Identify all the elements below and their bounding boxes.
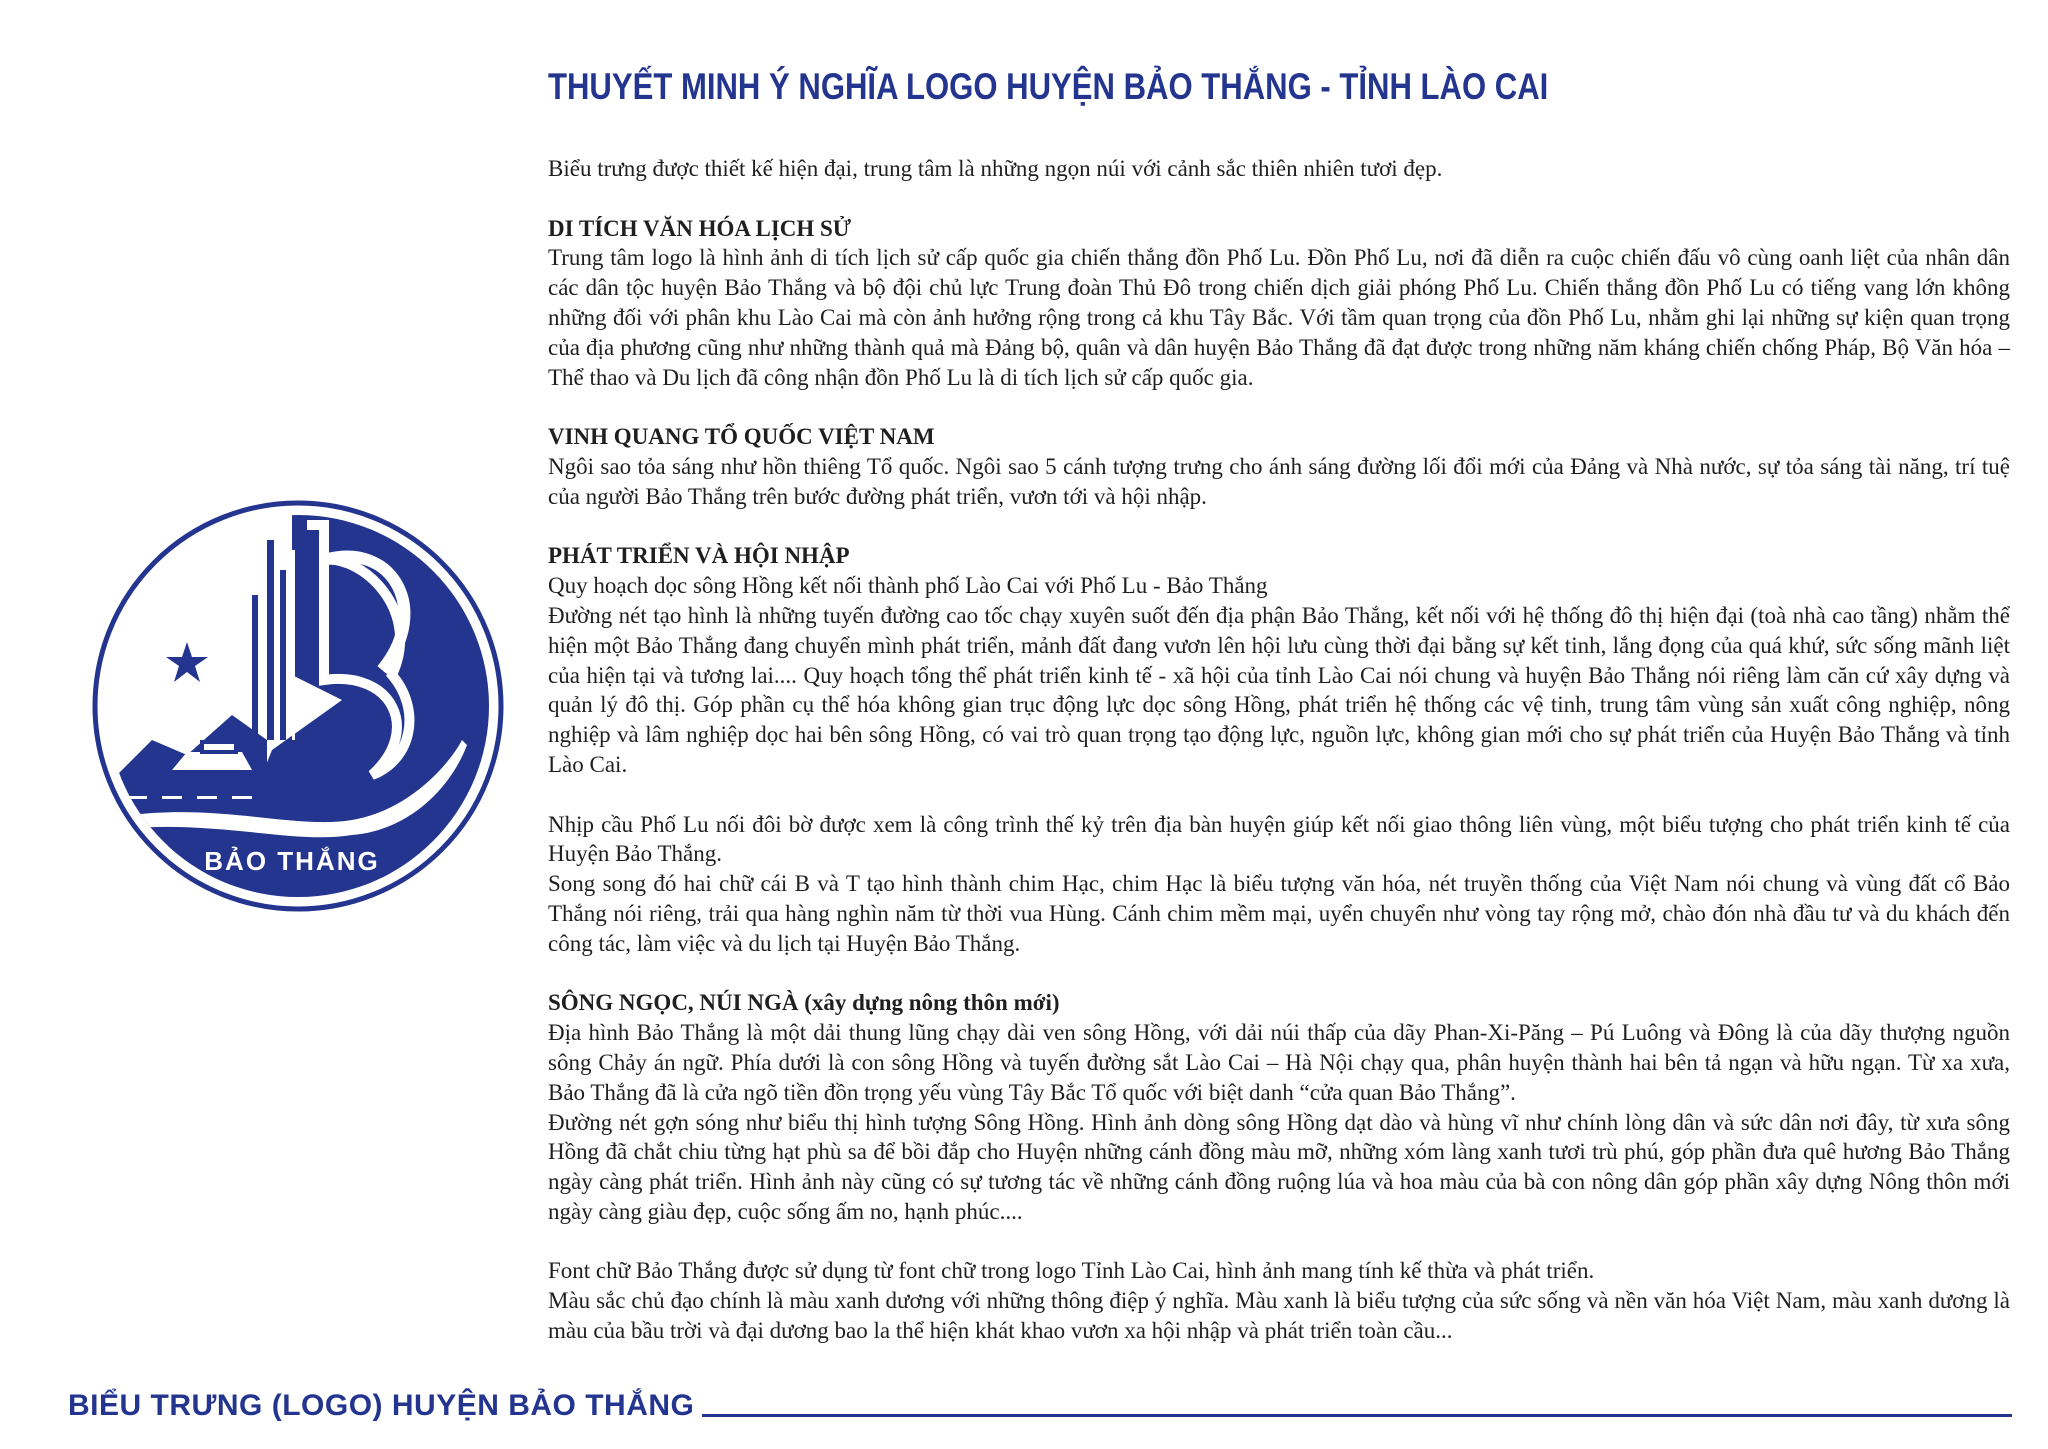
section-body: Đường nét gợn sóng như biểu thị hình tượng Sông Hồng. Hình ảnh dòng sông Hồng dạt dào và hùng vĩ như chính lòng dân và sức dân nơi đây, từ xưa sông Hồng đã chắt chiu từng hạt phù sa để bồi đắp cho Huyện những cánh đồng màu mỡ, những xóm làng xanh tươi trù phú, góp phần đưa quê hương Bảo Thắng ngày càng phát triển. Hình ảnh này cũng có sự tương tác về những cánh đồng ruộng lúa và hoa màu của bà con nông dân góp phần xây dựng Nông thôn mới ngày càng giàu đẹp, cuộc sống ấm no, hạnh phúc.... bbox=[548, 1109, 2010, 1224]
logo-wordmark: BẢO THẮNG bbox=[204, 846, 380, 876]
section-body: Nhịp cầu Phố Lu nối đôi bờ được xem là công trình thế kỷ trên địa bàn huyện giúp kết nối giao thông liên vùng, một biểu tượng cho phát triển kinh tế của Huyện Bảo Thắng. bbox=[548, 811, 2010, 867]
bao-thang-emblem-icon bbox=[92, 500, 504, 912]
document-body bbox=[548, 154, 2010, 1346]
section-heading: VINH QUANG TỔ QUỐC VIỆT NAM bbox=[548, 424, 935, 450]
section-body: Ngôi sao tỏa sáng như hồn thiêng Tổ quốc. Ngôi sao 5 cánh tượng trưng cho ánh sáng đường lối đổi mới của Đảng và Nhà nước, sự tỏa sáng tài năng, trí tuệ của người Bảo Thắng trên bước đường phát triển, vươn tới và hội nhập. bbox=[548, 453, 2010, 509]
section-heading: PHÁT TRIỂN VÀ HỘI NHẬP bbox=[548, 543, 850, 569]
section-heading: SÔNG NGỌC, NÚI NGÀ (xây dựng nông thôn mới) bbox=[548, 990, 1060, 1016]
page-title: THUYẾT MINH Ý NGHĨA LOGO HUYỆN BẢO THẮNG - TỈNH LÀO CAI bbox=[548, 66, 1549, 107]
section-body: Đường nét tạo hình là những tuyến đường cao tốc chạy xuyên suốt đến địa phận Bảo Thắng, kết nối với hệ thống đô thị hiện đại (toà nhà cao tầng) nhằm thể hiện một Bảo Thắng đang chuyển mình phát triển, mảnh đất đang vươn lên hội lưu cùng thời đại bằng sự kết tinh, lắng đọng của quá khứ, sức sống mãnh liệt của hiện tại và tương lai.... Quy hoạch tổng thể phát triển kinh tế - xã hội của tỉnh Lào Cai nói chung và huyện Bảo Thắng nói riêng làm căn cứ xây dựng và quản lý đô thị. Góp phần cụ thể hóa không gian trục động lực dọc sông Hồng, phát triển hệ thống các vệ tinh, trung tâm vùng sản xuất công nghiệp, nông nghiệp và lâm nghiệp dọc hai bên sông Hồng, có vai trò quan trọng tạo động lực, nguồn lực, không gian mới cho sự phát triển của Huyện Bảo Thắng và tỉnh Lào Cai. bbox=[548, 602, 2010, 777]
section-heading: DI TÍCH VĂN HÓA LỊCH SỬ bbox=[548, 215, 852, 241]
footer-divider bbox=[702, 1414, 2012, 1417]
closing-paragraph: Font chữ Bảo Thắng được sử dụng từ font chữ trong logo Tỉnh Lào Cai, hình ảnh mang tính kế thừa và phát triển. bbox=[548, 1258, 1595, 1284]
closing-paragraph: Màu sắc chủ đạo chính là màu xanh dương với những thông điệp ý nghĩa. Màu xanh là biểu tượng của sức sống và nền văn hóa Việt Nam, màu xanh dương là màu của bầu trời và đại dương bao la thể hiện khát khao vươn xa hội nhập và phát triển toàn cầu... bbox=[548, 1288, 2010, 1344]
section-body: Địa hình Bảo Thắng là một dải thung lũng chạy dài ven sông Hồng, với dải núi thấp của dãy Phan-Xi-Păng – Pú Luông và Đông là của dãy thượng nguồn sông Chảy án ngữ. Phía dưới là con sông Hồng và tuyến đường sắt Lào Cai – Hà Nội chạy qua, phân huyện thành hai bên tả ngạn và hữu ngạn. Từ xa xưa, Bảo Thắng đã là cửa ngõ tiền đồn trọng yếu vùng Tây Bắc Tổ quốc với biệt danh “cửa quan Bảo Thắng”. bbox=[548, 1020, 2010, 1105]
section-body: Trung tâm logo là hình ảnh di tích lịch sử cấp quốc gia chiến thắng đồn Phố Lu. Đồn Phố Lu, nơi đã diễn ra cuộc chiến đấu vô cùng oanh liệt của nhân dân các dân tộc huyện Bảo Thắng và bộ đội chủ lực Trung đoàn Thủ Đô trong chiến dịch giải phóng Phố Lu. Chiến thắng đồn Phố Lu có tiếng vang lớn không những đối với phân khu Lào Cai mà còn ảnh hưởng rộng trong cả khu Tây Bắc. Với tầm quan trọng của đồn Phố Lu, nhằm ghi lại những sự kiện quan trọng của địa phương cũng như những thành quả mà Đảng bộ, quân và dân huyện Bảo Thắng đã đạt được trong những năm kháng chiến chống Pháp, Bộ Văn hóa – Thể thao và Du lịch đã công nhận đồn Phố Lu là di tích lịch sử cấp quốc gia. bbox=[548, 245, 2010, 390]
section-body: Song song đó hai chữ cái B và T tạo hình thành chim Hạc, chim Hạc là biểu tượng văn hóa, nét truyền thống của Việt Nam nói chung và vùng đất cổ Bảo Thắng nói riêng, trải qua hàng nghìn năm từ thời vua Hùng. Cánh chim mềm mại, uyển chuyển như vòng tay rộng mở, chào đón nhà đầu tư và du khách đến công tác, làm việc và du lịch tại Huyện Bảo Thắng. bbox=[548, 871, 2010, 956]
intro-paragraph: Biểu trưng được thiết kế hiện đại, trung tâm là những ngọn núi với cảnh sắc thiên nhiên tươi đẹp. bbox=[548, 156, 1443, 181]
footer-label: BIỂU TRƯNG (LOGO) HUYỆN BẢO THẮNG bbox=[68, 1389, 695, 1422]
section-subtitle: Quy hoạch dọc sông Hồng kết nối thành phố Lào Cai với Phố Lu - Bảo Thắng bbox=[548, 573, 1268, 599]
